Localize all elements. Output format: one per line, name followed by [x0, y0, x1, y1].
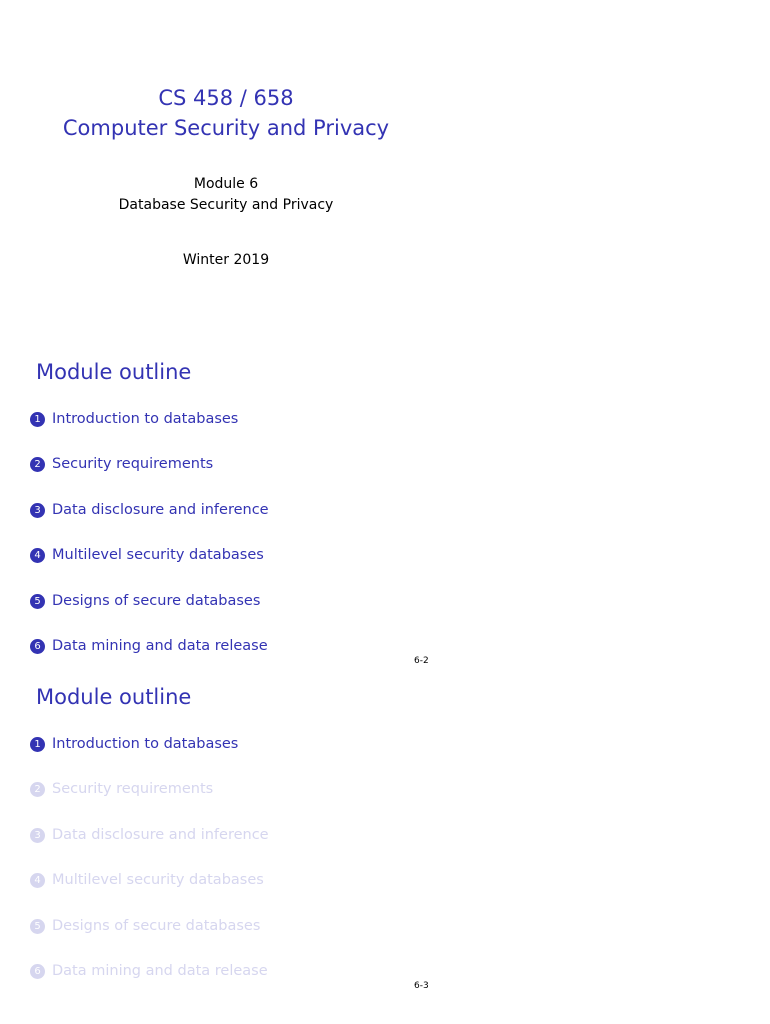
number-ball-icon: 3 — [30, 503, 45, 518]
frame-title: Module outline — [36, 360, 192, 384]
number-ball-icon: 6 — [30, 639, 45, 654]
outline-item-dimmed[interactable] — [30, 872, 269, 917]
outline-item-label: Multilevel security databases — [52, 547, 264, 564]
number-ball-icon: 5 — [30, 919, 45, 934]
number-ball-icon: 3 — [30, 828, 45, 843]
outline-item-label: Introduction to databases — [52, 736, 239, 752]
outline-slide-1 — [0, 340, 450, 670]
outline-item[interactable] — [30, 411, 269, 456]
number-ball-icon: 1 — [30, 737, 45, 752]
outline-item-dimmed[interactable] — [30, 781, 269, 826]
course-name: Computer Security and Privacy — [62, 116, 390, 140]
outline-item-label: Designs of secure databases — [52, 917, 261, 934]
number-ball-icon: 5 — [30, 594, 45, 609]
outline-list — [30, 411, 269, 683]
outline-item-label: Security requirements — [52, 781, 214, 798]
page-number: 6-2 — [414, 656, 429, 666]
outline-item-dimmed[interactable] — [30, 827, 269, 872]
number-ball-icon: 2 — [30, 782, 45, 797]
outline-item[interactable] — [30, 593, 269, 638]
number-ball-icon: 1 — [30, 412, 45, 427]
number-ball-icon: 2 — [30, 457, 45, 472]
outline-item-label: Data mining and data release — [52, 637, 268, 654]
outline-item-label: Introduction to databases — [52, 411, 239, 427]
number-ball-icon: 4 — [30, 548, 45, 563]
outline-item-label: Multilevel security databases — [52, 872, 264, 889]
frame-title: Module outline — [36, 685, 192, 709]
course-code: CS 458 / 658 — [158, 86, 294, 110]
module-number: Module 6 — [193, 176, 259, 192]
outline-item-current[interactable] — [30, 736, 269, 781]
outline-item-dimmed[interactable] — [30, 963, 269, 1008]
outline-item-label: Data disclosure and inference — [52, 501, 269, 518]
outline-item-dimmed[interactable] — [30, 918, 269, 963]
page-number: 6-3 — [414, 981, 429, 991]
title-slide — [0, 0, 450, 325]
outline-item-label: Security requirements — [52, 456, 214, 473]
module-name: Database Security and Privacy — [118, 197, 334, 213]
outline-item[interactable] — [30, 547, 269, 592]
outline-list — [30, 736, 269, 1008]
term: Winter 2019 — [182, 252, 270, 268]
outline-item[interactable] — [30, 502, 269, 547]
outline-slide-2 — [0, 665, 450, 995]
outline-item-label: Data mining and data release — [52, 962, 268, 979]
outline-item-label: Data disclosure and inference — [52, 826, 269, 843]
outline-item-label: Designs of secure databases — [52, 592, 261, 609]
number-ball-icon: 6 — [30, 964, 45, 979]
number-ball-icon: 4 — [30, 873, 45, 888]
outline-item[interactable] — [30, 456, 269, 501]
